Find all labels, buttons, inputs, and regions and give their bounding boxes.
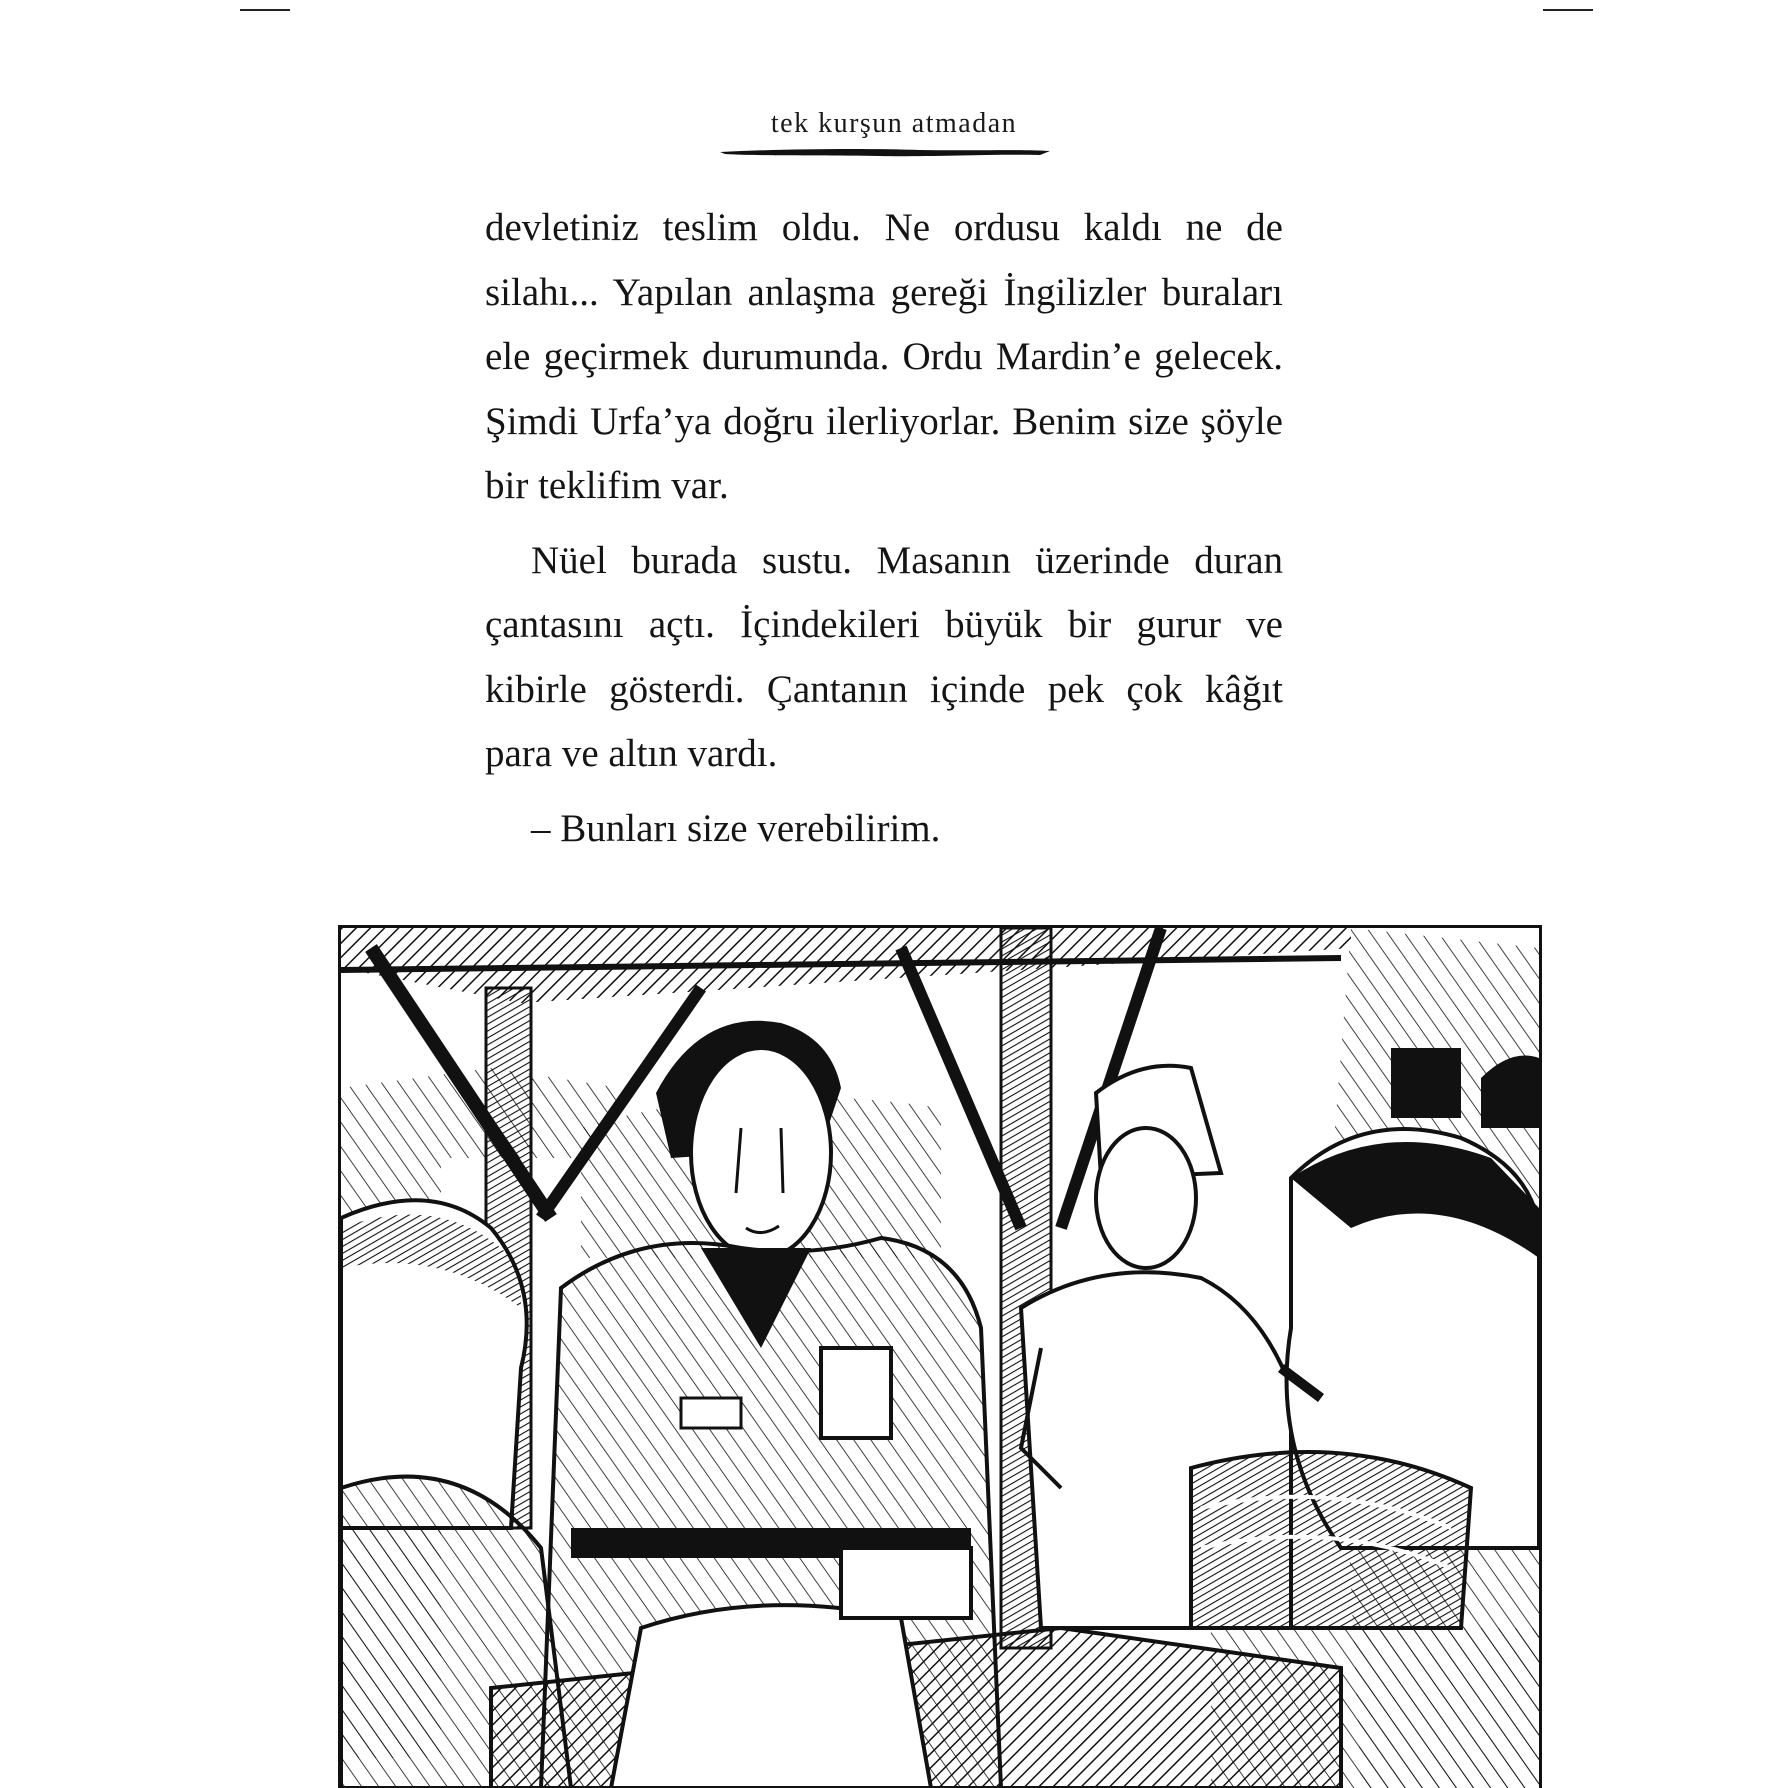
crop-mark-left [240,9,290,11]
paragraph-2: Nüel burada sustu. Masanın üzerinde duran çantasını açtı. İçindekileri büyük bir gurur ve kibirle gösterdi. Çantanın içinde pek çok kâğıt para ve altın vardı. [485,538,1283,775]
paragraph-3: – Bunları size verebilirim. [531,806,941,850]
ink-illustration-icon [341,928,1539,1788]
brush-stroke-ornament [720,146,1050,160]
ink-illustration [338,925,1542,1788]
paragraph-1: devletiniz teslim oldu. Ne ordusu kaldı ne de silahı... Yapılan anlaşma gereği İngilizler buraları ele geçirmek durumunda. Ordu Mardin’e gelecek. Şimdi Urfa’ya doğru ilerliyorlar. Benim size şöyle bir teklifim var. [485,206,1283,507]
body-text [485,196,1283,861]
running-head: tek kurşun atmadan [770,108,1018,139]
crop-mark-right [1543,9,1593,11]
